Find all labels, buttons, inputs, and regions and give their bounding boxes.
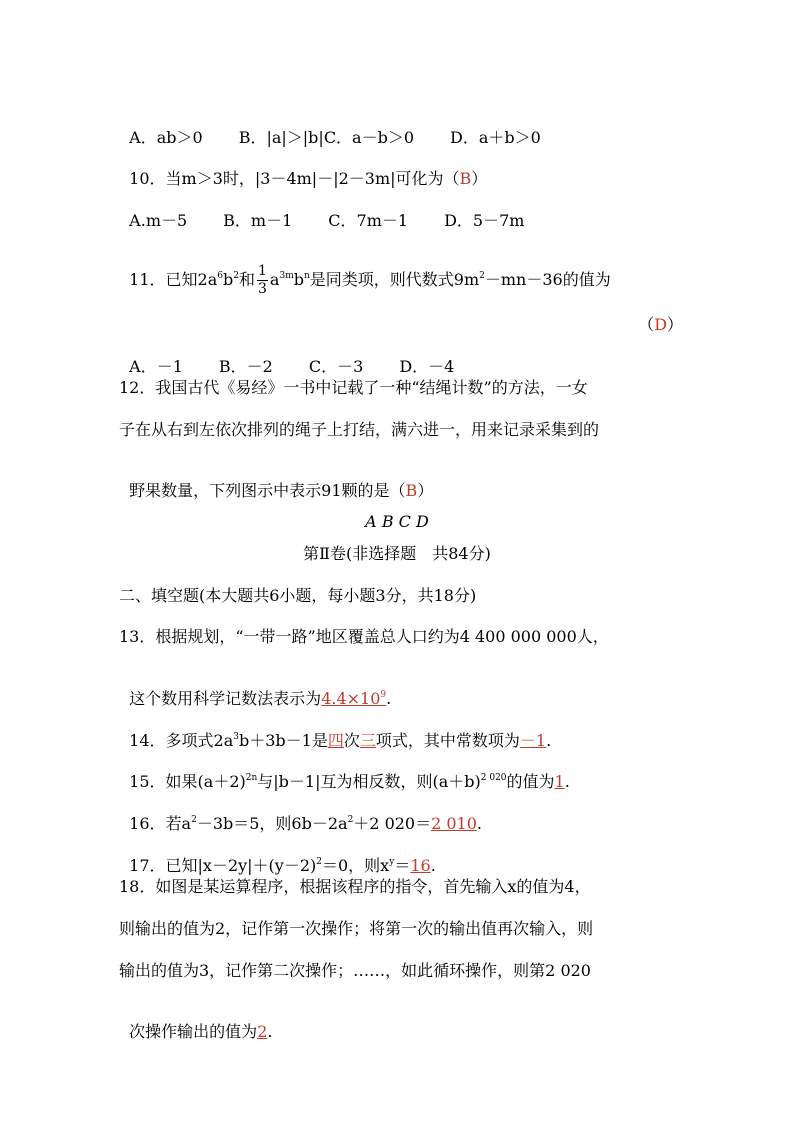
q11-option-c: C．－3 [308, 357, 364, 376]
q9-option-b: B．|a|＞|b| [238, 128, 324, 147]
q18-answer: 2 [257, 1022, 268, 1041]
section-2-title: 第Ⅱ卷(非选择题 共84分) [303, 544, 491, 563]
q9-option-a: A．ab＞0 [129, 128, 203, 147]
part-2-heading: 二、填空题(本大题共6小题，每小题3分，共18分) [119, 586, 477, 605]
q12-answer: B [405, 481, 418, 500]
question-15: 15．如果$(a+2)^{2n}$与|b－1|互为相反数，则$(a+b)^{2 020}$的值为1. [129, 772, 570, 791]
q16-answer: 2 010 [431, 814, 477, 833]
q14-answer-terms: 三 [359, 731, 376, 750]
q12-line-3: 野果数量，下列图示中表示91颗的是（B） [129, 481, 434, 500]
q11-option-b: B．－2 [218, 357, 273, 376]
q11-answer-bracket: （D） [638, 315, 684, 334]
q11-options [119, 337, 454, 377]
q11-option-a: A．－1 [129, 357, 183, 376]
q13-line-1: 13．根据规划，“一带一路”地区覆盖总人口约为4 400 000 000人， [119, 627, 609, 646]
q11-answer: D [654, 315, 668, 334]
question-17: 17．已知$|x-2y|+(y-2)^2=0$，则$x^y=16$. [129, 856, 436, 875]
q10-option-a: A.m－5 [129, 211, 188, 230]
q18-line-1: 18．如图是某运算程序，根据该程序的指令，首先输入x的值为4， [119, 877, 591, 896]
q10-options [119, 191, 524, 231]
q13-line-2: 这个数用科学记数法表示为$4.4\times 10^9$. [129, 689, 392, 708]
q10-answer: B [459, 169, 472, 188]
q14-answer-constant: －1 [519, 731, 547, 750]
question-14: 14．多项式$2a^3b+3b-1$是四次三项式，其中常数项为－1. [129, 731, 552, 750]
q17-answer: 16 [410, 856, 431, 875]
q10-option-d: D．5－7m [444, 211, 525, 230]
q18-line-4: 次操作输出的值为2. [129, 1022, 273, 1041]
q14-answer-degree: 四 [327, 731, 344, 750]
q12-line-1: 12．我国古代《易经》一书中记载了一种“结绳计数”的方法，一女 [119, 378, 588, 397]
q9-option-c: C．a－b＞0 [323, 128, 415, 147]
q15-answer: 1 [554, 772, 565, 791]
question-11: 11．已知$2a^6b^2$和 $\frac{1}{3}$ $a^{3m}b^n$是同类项，则代数式$9m^2-mn-36$的值为 [129, 263, 611, 297]
q13-answer: $4.4\times 10^9$ [321, 689, 387, 708]
q11-option-d: D．－4 [399, 357, 455, 376]
fraction-one-third: $\frac{1}{3}$ [258, 263, 267, 297]
q10-option-b: B．m－1 [223, 211, 293, 230]
q9-options [119, 108, 541, 148]
q9-option-d: D．a＋b＞0 [450, 128, 541, 147]
q10-option-c: C．7m－1 [328, 211, 409, 230]
q18-line-2: 则输出的值为2，记作第一次操作；将第一次的输出值再次输入，则 [119, 919, 594, 938]
figure-labels: A B C D [365, 512, 429, 531]
question-16: 16．若$a^2-3b=5$，则$6b-2a^2+2$ 020＝2 010. [129, 814, 483, 833]
question-10: 10．当m＞3时，|3－4m|－|2－3m|可化为（B） [129, 169, 488, 188]
q18-line-3: 输出的值为3，记作第二次操作；……，如此循环操作，则第2 020 [119, 961, 591, 980]
q12-line-2: 子在从右到左依次排列的绳子上打结，满六进一，用来记录采集到的 [119, 420, 600, 439]
